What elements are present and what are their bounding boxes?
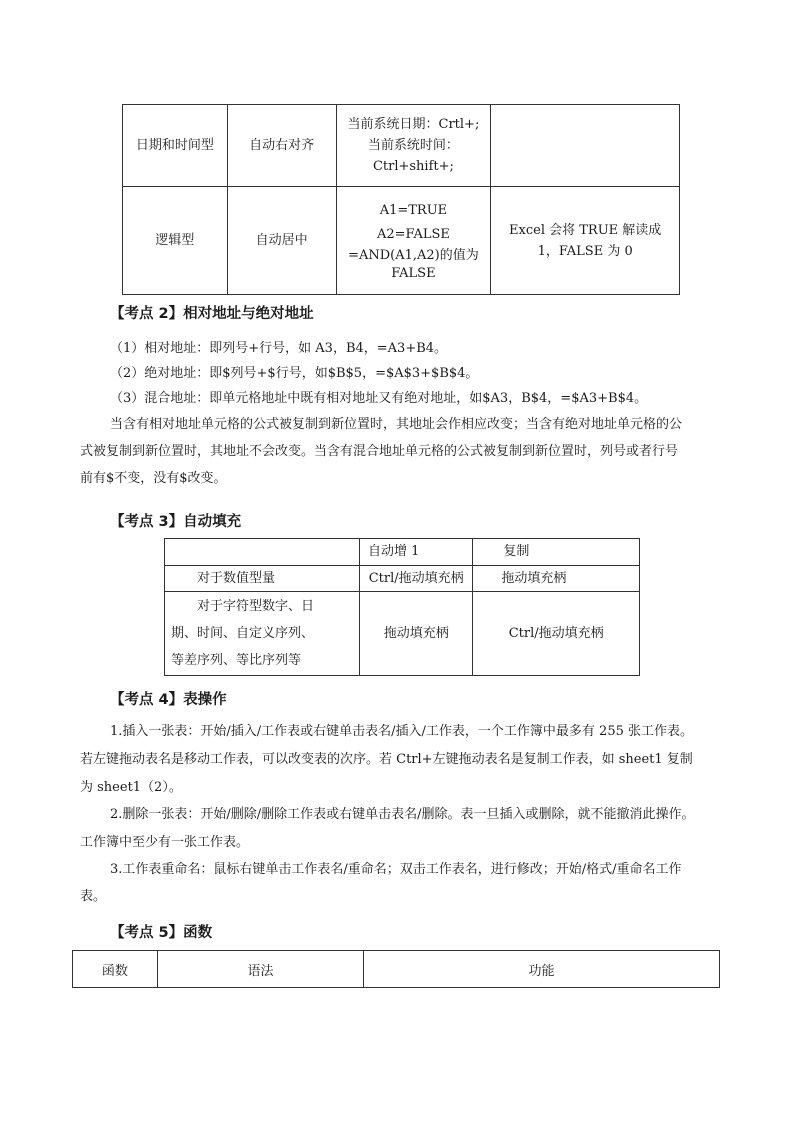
table-row [165,592,640,676]
cell-line: 当前系统日期：Crtl+; [347,117,480,132]
table-cell: Ctrl/拖动填充柄 [360,566,473,592]
table-cell [491,187,680,295]
table-cell: 语法 [157,951,363,988]
table-cell: 功能 [364,951,720,988]
cell-line: 期、时间、自定义序列、 [171,626,315,641]
paragraph-line: 表。 [80,889,107,904]
list-item: （3）混合地址：即单元格地址中既有相对地址又有绝对地址，如$A3，B$4，=$A3+B$4。 [110,391,648,406]
cell-line: A2=FALSE [377,226,450,242]
cell-line: 1，FALSE 为 0 [537,243,633,259]
cell-line: FALSE [391,265,436,281]
cell-line: 对于字符型数字、日 [197,599,315,614]
cell-line: A1=TRUE [379,202,448,218]
table-row [165,539,640,566]
table-cell [165,539,360,566]
list-item: （2）绝对地址：即$列号+$行号，如$B$5，=$A$3+$B$4。 [110,366,479,381]
table-cell [336,187,491,295]
paragraph-line: 2.删除一张表：开始/删除/删除工作表或右键单击表名/删除。表一旦插入或删除，就不能撤消此操作。 [110,807,695,822]
autofill-table [164,538,640,676]
paragraph-line: 为 sheet1（2）。 [80,780,182,795]
paragraph-line: 1.插入一张表：开始/插入/工作表或右键单击表名/插入/工作表，一个工作簿中最多有 255 张工作表。 [110,724,694,739]
table-cell: 拖动填充柄 [473,566,640,592]
data-type-table [122,104,680,295]
table-cell [336,105,491,187]
cell-line: 当前系统时间： [367,138,459,153]
table-row [73,951,720,988]
table-cell [165,592,360,676]
paragraph-line: 若左键拖动表名是移动工作表，可以改变表的次序。若 Ctrl+左键拖动表名是复制工作表，如 sheet1 复制 [80,752,693,767]
table-cell: 拖动填充柄 [360,592,473,676]
list-item: （1）相对地址：即列号+行号，如 A3，B4，=A3+B4。 [110,341,448,356]
function-table [72,950,720,988]
section-heading: 【考点 3】自动填充 [110,514,242,530]
section-heading: 【考点 4】表操作 [110,692,227,708]
paragraph-line: 当含有相对地址单元格的公式被复制到新位置时，其地址会作相应改变；当含有绝对地址单元格的公 [110,417,683,432]
table-cell: 逻辑型 [123,187,228,295]
table-cell: Ctrl/拖动填充柄 [473,592,640,676]
cell-line: 对于数值型量 [197,570,276,586]
section-heading: 【考点 2】相对地址与绝对地址 [110,306,314,322]
cell-line: 等差序列、等比序列等 [171,653,302,668]
table-row [123,105,680,187]
cell-line: =AND(A1,A2)的值为 [348,247,479,263]
table-cell [165,566,360,592]
cell-line: Ctrl+shift+; [372,159,454,174]
table-cell: 自动居中 [227,187,336,295]
paragraph-line: 式被复制到新位置时，其地址不会改变。当含有混合地址单元格的公式被复制到新位置时，列号或者行号 [80,444,679,459]
paragraph-line: 工作簿中至少有一张工作表。 [80,835,250,850]
table-cell: 函数 [73,951,158,988]
paragraph-line: 前有$不变，没有$改变。 [80,471,227,486]
paragraph-line: 3.工作表重命名：鼠标右键单击工作表名/重命名；双击工作表名，进行修改；开始/格式/重命名工作 [110,862,682,877]
table-row [123,187,680,295]
table-cell: 复制 [473,539,640,566]
section-heading: 【考点 5】函数 [110,925,213,941]
table-cell: 自动增 1 [360,539,473,566]
cell-line: Excel 会将 TRUE 解读成 [509,222,662,238]
table-row [165,566,640,592]
table-cell: 日期和时间型 [123,105,228,187]
table-cell [491,105,680,187]
table-cell: 自动右对齐 [227,105,336,187]
